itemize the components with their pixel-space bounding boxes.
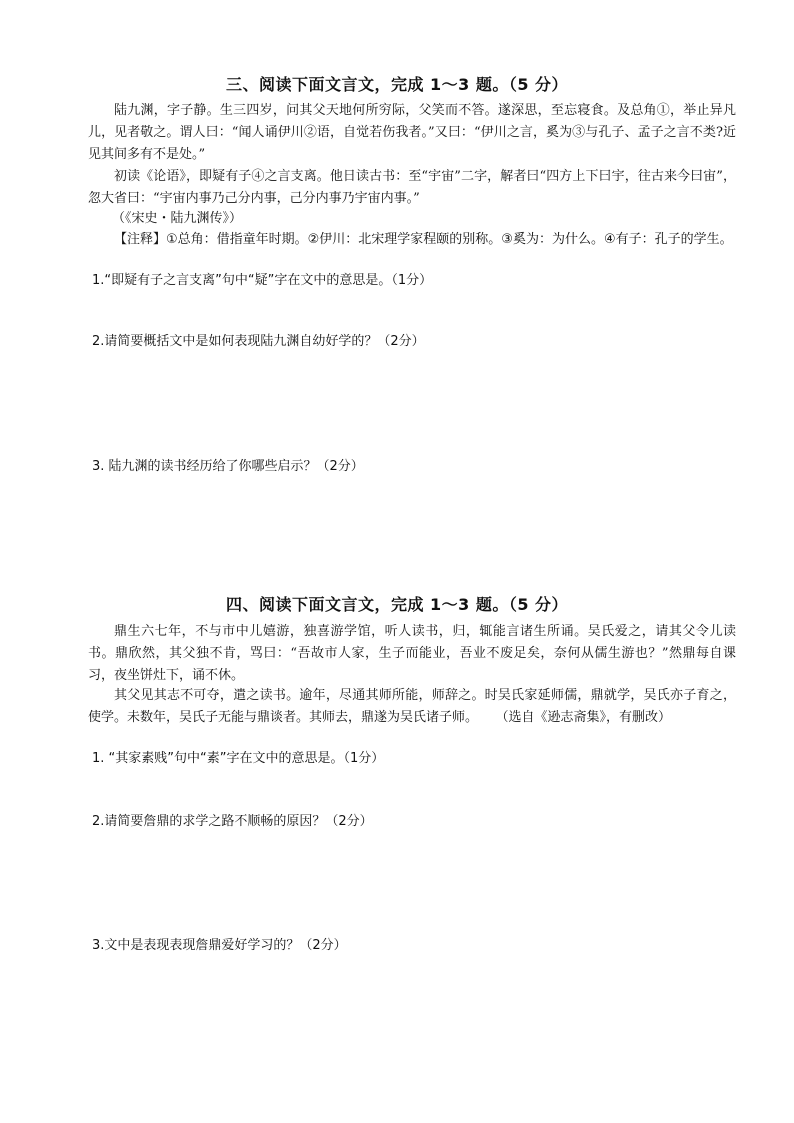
section-4-source: （选自《逊志斋集》，有删改） <box>502 710 672 725</box>
section-4-question-1: 1. “其家素贱”句中“素”字在文中的意思是。（1分） <box>92 751 385 766</box>
section-3-source: （《宋史・陆九渊传》） <box>112 211 243 226</box>
section-3-passage-paragraph-2: 初读《论语》，即疑有子④之言支离。他日读古书：至“宇宙”二字，解者曰“四方上下曰宇，往古来今曰宙”，忽大省曰：“宇宙内事乃己分内事，己分内事乃宇宙内事。” <box>88 169 736 206</box>
section-4-question-2: 2.请简要詹鼎的求学之路不顺畅的原因？（2分） <box>92 814 373 829</box>
section-4-passage-paragraph-1: 鼎生六七年，不与市中儿嬉游，独喜游学馆，听人读书，归，辄能言诸生所诵。吴氏爱之，请其父令儿读书。鼎欣然，其父独不肯，骂曰：“吾故市人家，生子而能业，吾业不废足矣，奈何从儒生游也？”然鼎每自课习，夜坐饼灶下，诵不休。 <box>88 624 736 683</box>
section-3-question-3: 3. 陆九渊的读书经历给了你哪些启示？（2分） <box>92 459 364 474</box>
section-4-passage-paragraph-2-text: 其父见其志不可夺，遣之读书。逾年，尽通其师所能，师辞之。时吴氏家延师儒，鼎就学，吴氏亦子育之，使学。未数年，吴氏子无能与鼎谈者。其师去，鼎遂为吴氏诸子师。 <box>88 688 736 725</box>
section-4-passage-paragraph-2 <box>88 685 736 729</box>
section-3-passage-paragraph-1: 陆九渊，字子静。生三四岁，问其父天地何所穷际，父笑而不答。遂深思，至忘寝食。及总角①，举止异凡儿，见者敬之。谓人曰：“闻人诵伊川②语，自觉若伤我者。”又曰：“伊川之言，奚为③与孔子、孟子之言不类?近见其间多有不是处。” <box>88 103 736 162</box>
section-4-question-3: 3.文中是表现表现詹鼎爱好学习的？（2分） <box>92 938 347 953</box>
section-3-heading: 三、阅读下面文言文，完成 1～3 题。（5 分） <box>225 75 569 94</box>
section-4-heading: 四、阅读下面文言文，完成 1～3 题。（5 分） <box>225 595 569 614</box>
section-3-question-2: 2.请简要概括文中是如何表现陆九渊自幼好学的？（2分） <box>92 334 425 349</box>
section-3-question-1: 1.“即疑有子之言支离”句中“疑”字在文中的意思是。（1分） <box>92 273 433 288</box>
section-3-notes: 【注释】①总角：借指童年时期。②伊川：北宋理学家程颐的别称。③奚为：为什么。④有子：孔子的学生。 <box>114 232 733 247</box>
